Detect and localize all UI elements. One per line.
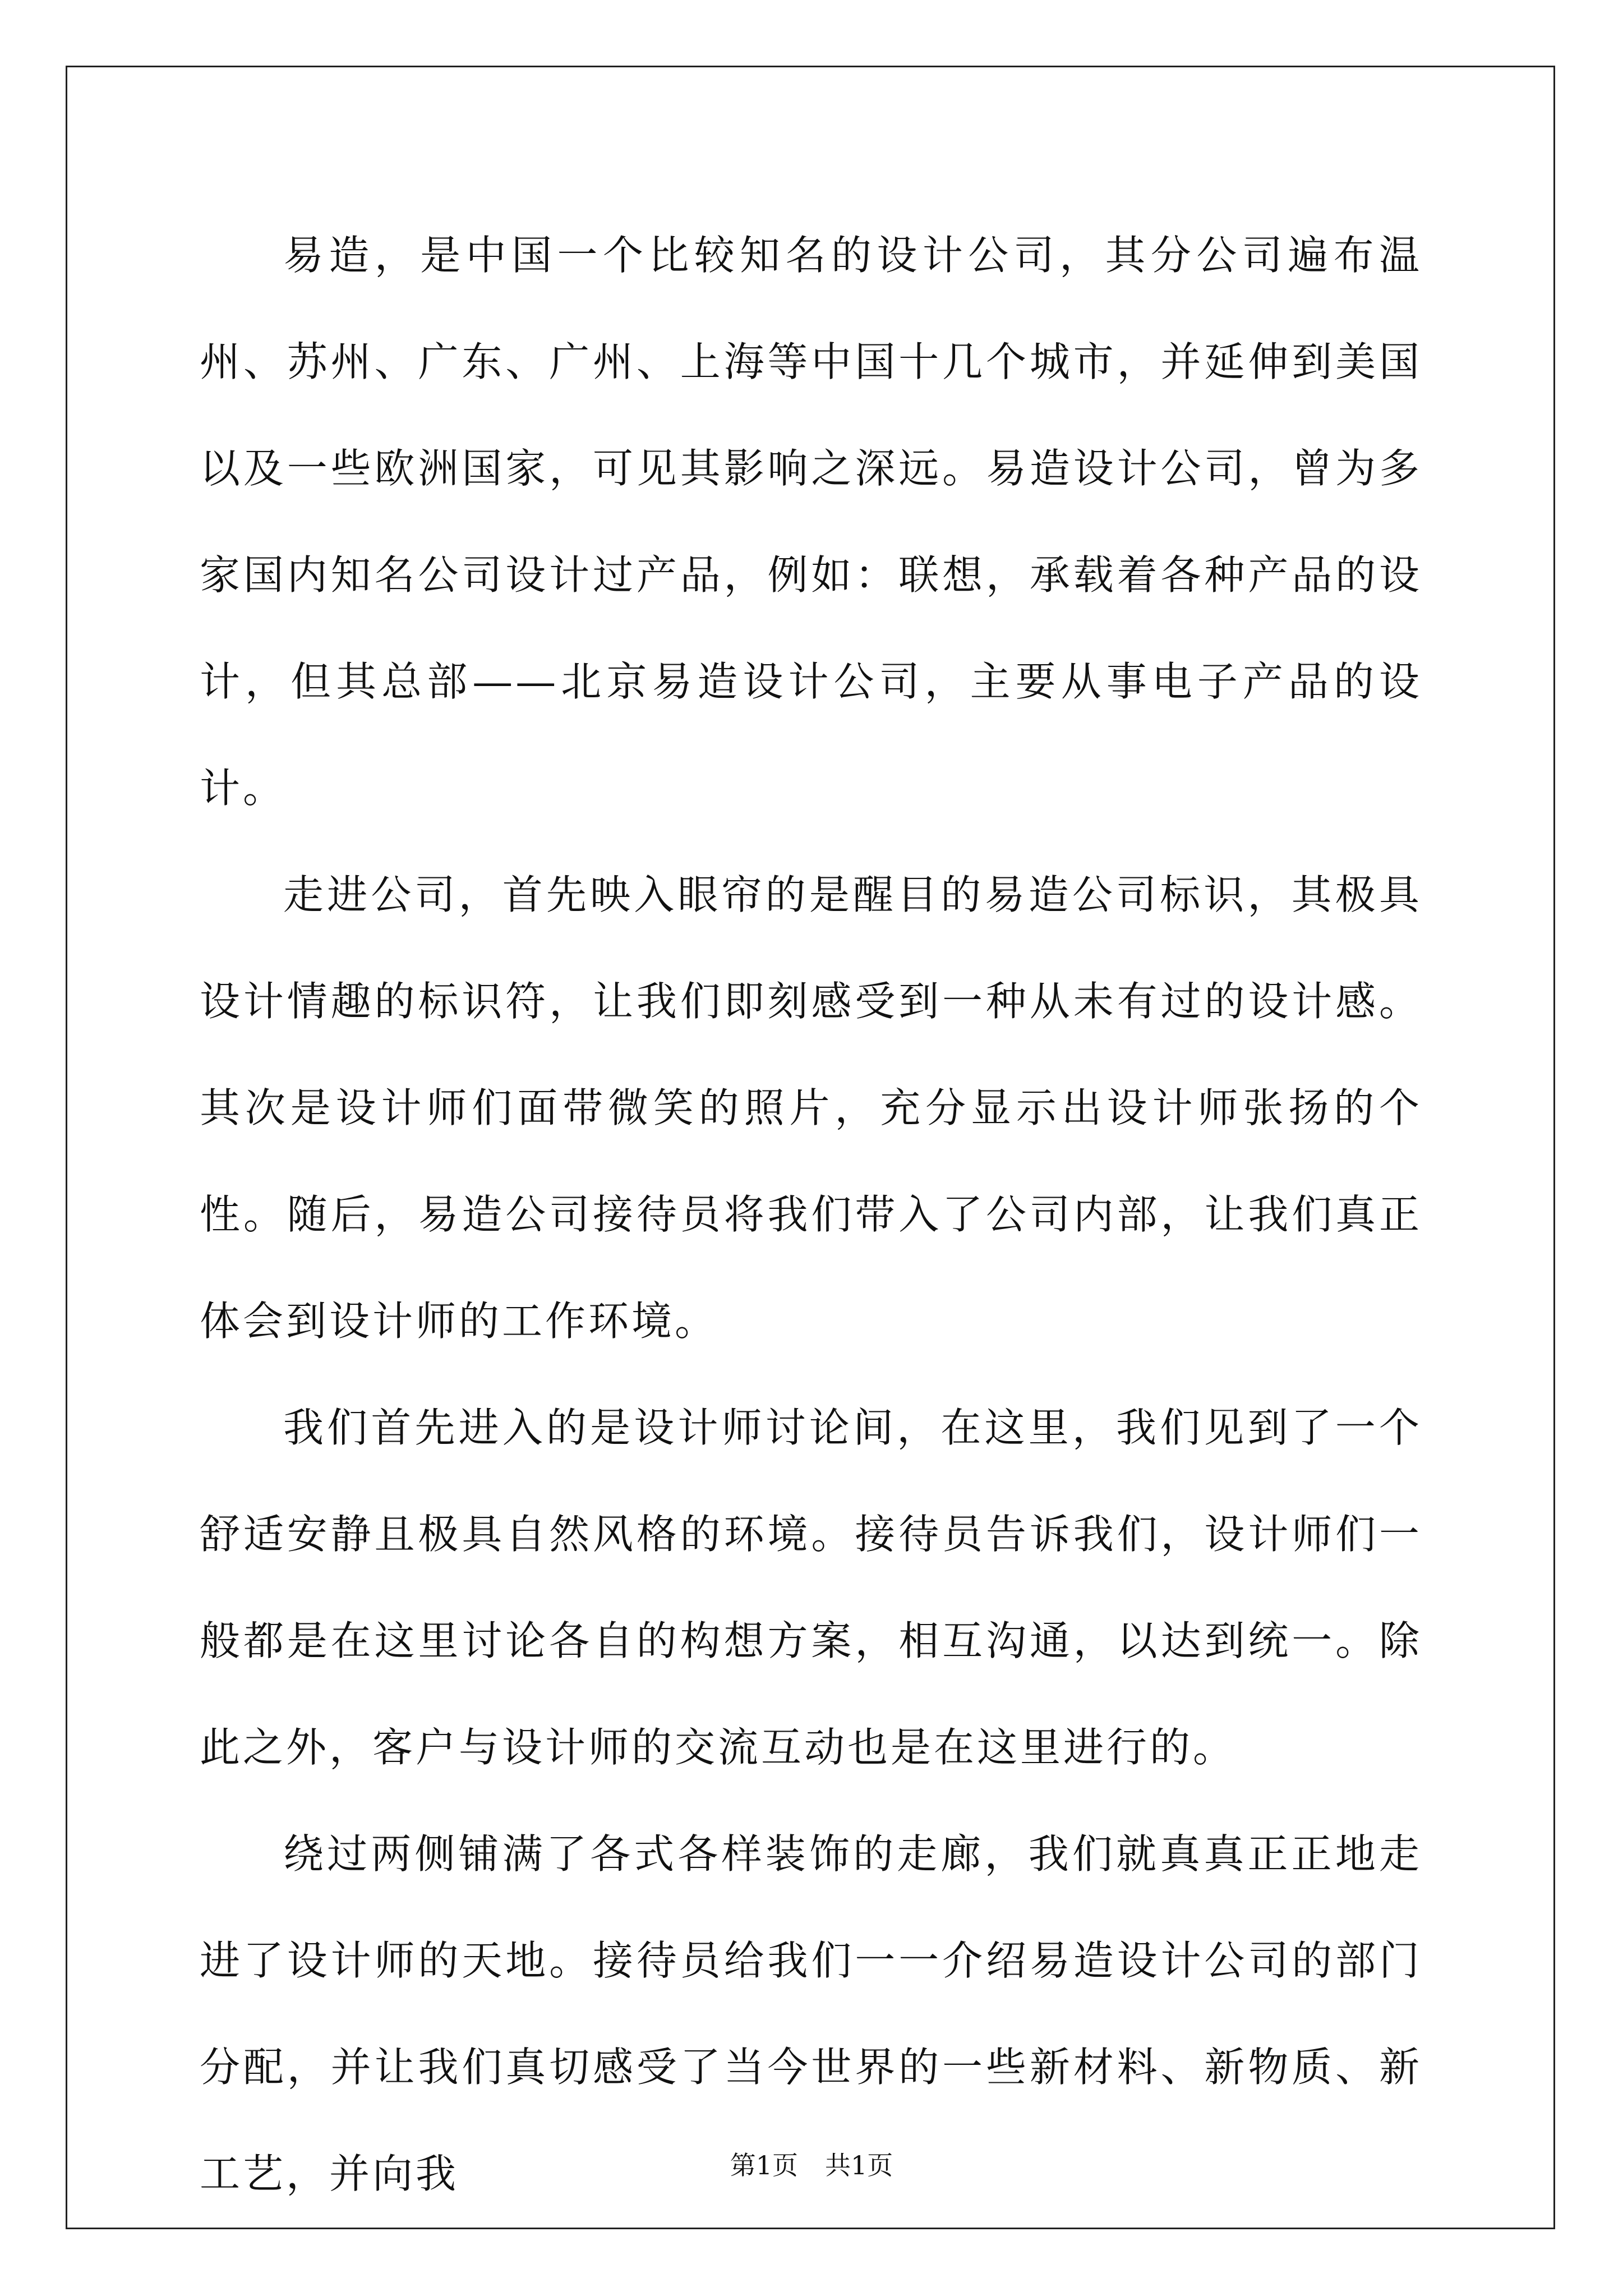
page-footer — [0, 2150, 1623, 2181]
page-total: 共1页 — [825, 2150, 893, 2180]
paragraph-1: 易造，是中国一个比较知名的设计公司，其分公司遍布温州、苏州、广东、广州、上海等中国十几个城市，并延伸到美国以及一些欧洲国家，可见其影响之深远。易造设计公司，曾为多家国内知名公司设计过产品，例如：联想，承载着各种产品的设计，但其总部——北京易造设计公司，主要从事电子产品的设计。 — [200, 232, 1422, 812]
paragraph-3: 我们首先进入的是设计师讨论间，在这里，我们见到了一个舒适安静且极具自然风格的环境。接待员告诉我们，设计师们一般都是在这里讨论各自的构想方案，相互沟通，以达到统一。除此之外，客户与设计师的交流互动也是在这里进行的。 — [200, 1404, 1422, 1771]
paragraph-4: 绕过两侧铺满了各式各样装饰的走廊，我们就真真正正地走进了设计师的天地。接待员给我们一一介绍易造设计公司的部门分配，并让我们真切感受了当今世界的一些新材料、新物质、新工艺，并向我 — [200, 1830, 1422, 2197]
paragraph-2: 走进公司，首先映入眼帘的是醒目的易造公司标识，其极具设计情趣的标识符，让我们即刻感受到一种从未有过的设计感。其次是设计师们面带微笑的照片，充分显示出设计师张扬的个性。随后，易造公司接待员将我们带入了公司内部，让我们真正体会到设计师的工作环境。 — [200, 871, 1422, 1345]
document-body — [200, 202, 1422, 2227]
page-number: 第1页 — [730, 2150, 798, 2180]
